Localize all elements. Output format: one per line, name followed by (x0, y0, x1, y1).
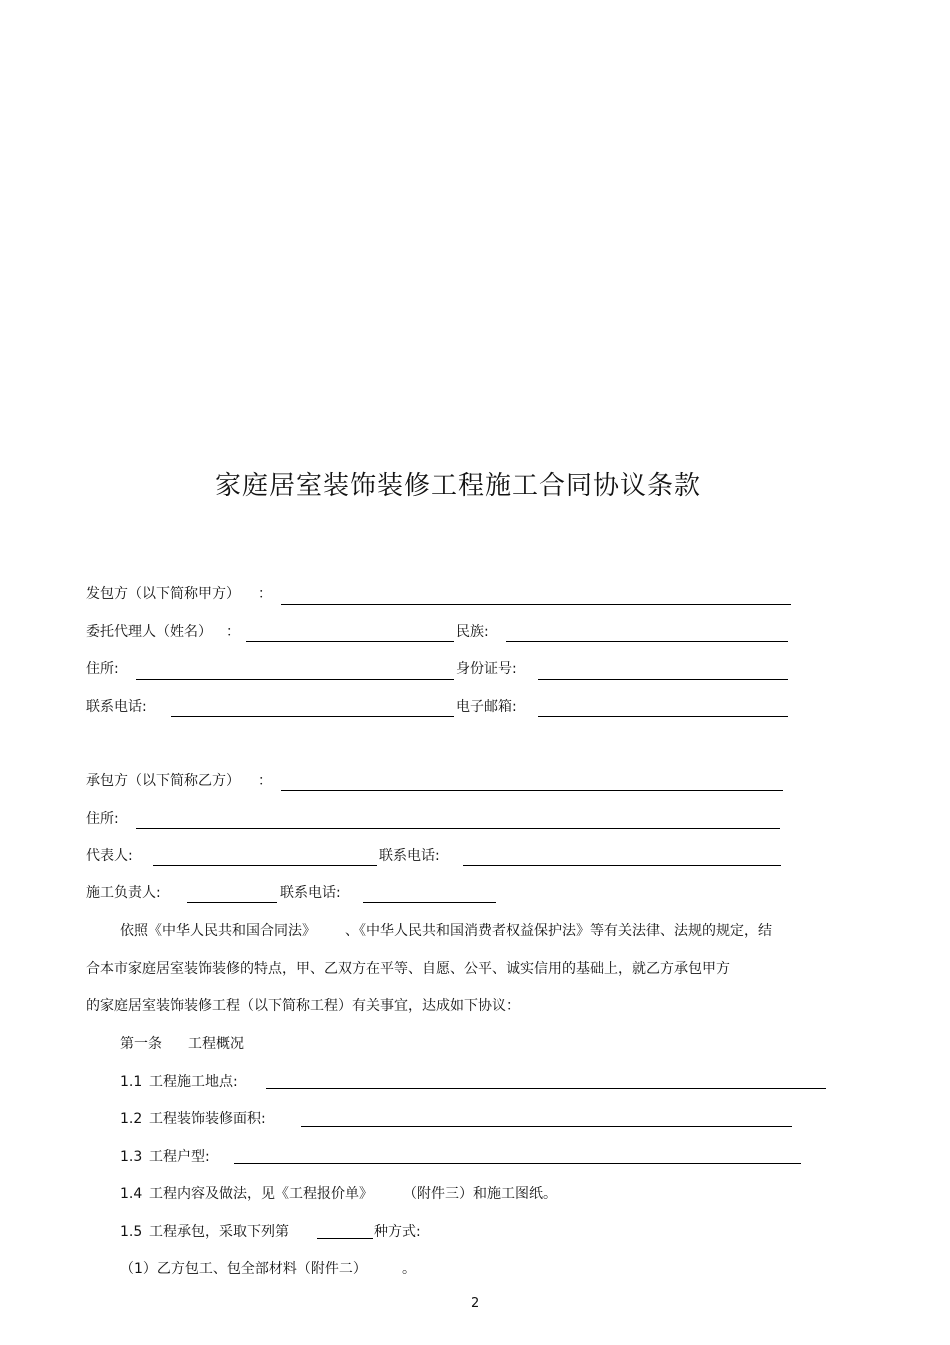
party-a-label: 发包方（以下简称甲方） (86, 586, 240, 602)
preamble-line-1b: 、《中华人民共和国消费者权益保护法》等有关法律、法规的规定，结 (345, 923, 772, 939)
party-a-name-field[interactable] (281, 604, 791, 605)
email-label: 电子邮箱: (456, 699, 517, 715)
decoration-area-field[interactable] (301, 1126, 792, 1127)
agent-name-field[interactable] (246, 641, 454, 642)
party-a-address-field[interactable] (136, 679, 454, 680)
ethnicity-field[interactable] (506, 641, 788, 642)
representative-field[interactable] (153, 865, 377, 866)
representative-phone-field[interactable] (463, 865, 781, 866)
item-1-4-tail: （附件三）和施工图纸。 (403, 1186, 557, 1202)
party-a-address-label: 住所: (86, 661, 119, 677)
party-b-address-field[interactable] (136, 828, 780, 829)
preamble-line-2: 合本市家庭居室装饰装修的特点，甲、乙双方在平等、自愿、公平、诚实信用的基础上，就乙方承包甲方 (86, 961, 730, 977)
agent-label: 委托代理人（姓名） (86, 624, 212, 640)
party-a-colon: ： (258, 586, 272, 602)
representative-phone-label: 联系电话: (379, 848, 440, 864)
item-1-5-number: 1.5 (120, 1224, 143, 1240)
item-1-4-text: 工程内容及做法，见《工程报价单》 (149, 1186, 373, 1202)
article-1-number: 第一条 (120, 1036, 162, 1052)
item-1-3-label: 工程户型: (149, 1149, 210, 1165)
preamble-line-3: 的家庭居室装饰装修工程（以下简称工程）有关事宜，达成如下协议： (86, 998, 520, 1014)
party-b-colon: ： (258, 773, 272, 789)
item-1-1-number: 1.1 (120, 1074, 143, 1090)
agent-colon: ： (226, 624, 240, 640)
construction-manager-label: 施工负责人: (86, 885, 161, 901)
party-a-phone-label: 联系电话: (86, 699, 147, 715)
party-b-address-label: 住所: (86, 811, 119, 827)
item-1-2-label: 工程装饰装修面积: (149, 1111, 266, 1127)
contract-method-field[interactable] (317, 1238, 373, 1239)
item-1-3-number: 1.3 (120, 1149, 143, 1165)
item-1-5-text: 工程承包，采取下列第 (149, 1224, 289, 1240)
construction-manager-phone-label: 联系电话: (280, 885, 341, 901)
preamble-line-1a: 依照《中华人民共和国合同法》 (120, 923, 316, 939)
item-1-2-number: 1.2 (120, 1111, 143, 1127)
item-1-5-tail: 种方式: (374, 1224, 421, 1240)
site-location-field[interactable] (266, 1088, 826, 1089)
construction-manager-phone-field[interactable] (363, 902, 496, 903)
document-title: 家庭居室装饰装修工程施工合同协议条款 (215, 471, 702, 501)
id-number-label: 身份证号: (456, 661, 517, 677)
article-1-title: 工程概况 (188, 1036, 244, 1052)
id-number-field[interactable] (538, 679, 788, 680)
party-a-phone-field[interactable] (171, 716, 454, 717)
ethnicity-label: 民族: (456, 624, 489, 640)
construction-manager-field[interactable] (187, 902, 277, 903)
representative-label: 代表人: (86, 848, 133, 864)
party-b-label: 承包方（以下简称乙方） (86, 773, 240, 789)
option-1-tail: 。 (402, 1261, 416, 1277)
option-1-text: （1）乙方包工、包全部材料（附件二） (120, 1261, 367, 1277)
party-b-name-field[interactable] (281, 790, 783, 791)
item-1-4-number: 1.4 (120, 1186, 143, 1202)
page-number: 2 (471, 1296, 480, 1311)
house-type-field[interactable] (234, 1163, 801, 1164)
item-1-1-label: 工程施工地点: (149, 1074, 238, 1090)
email-field[interactable] (538, 716, 788, 717)
